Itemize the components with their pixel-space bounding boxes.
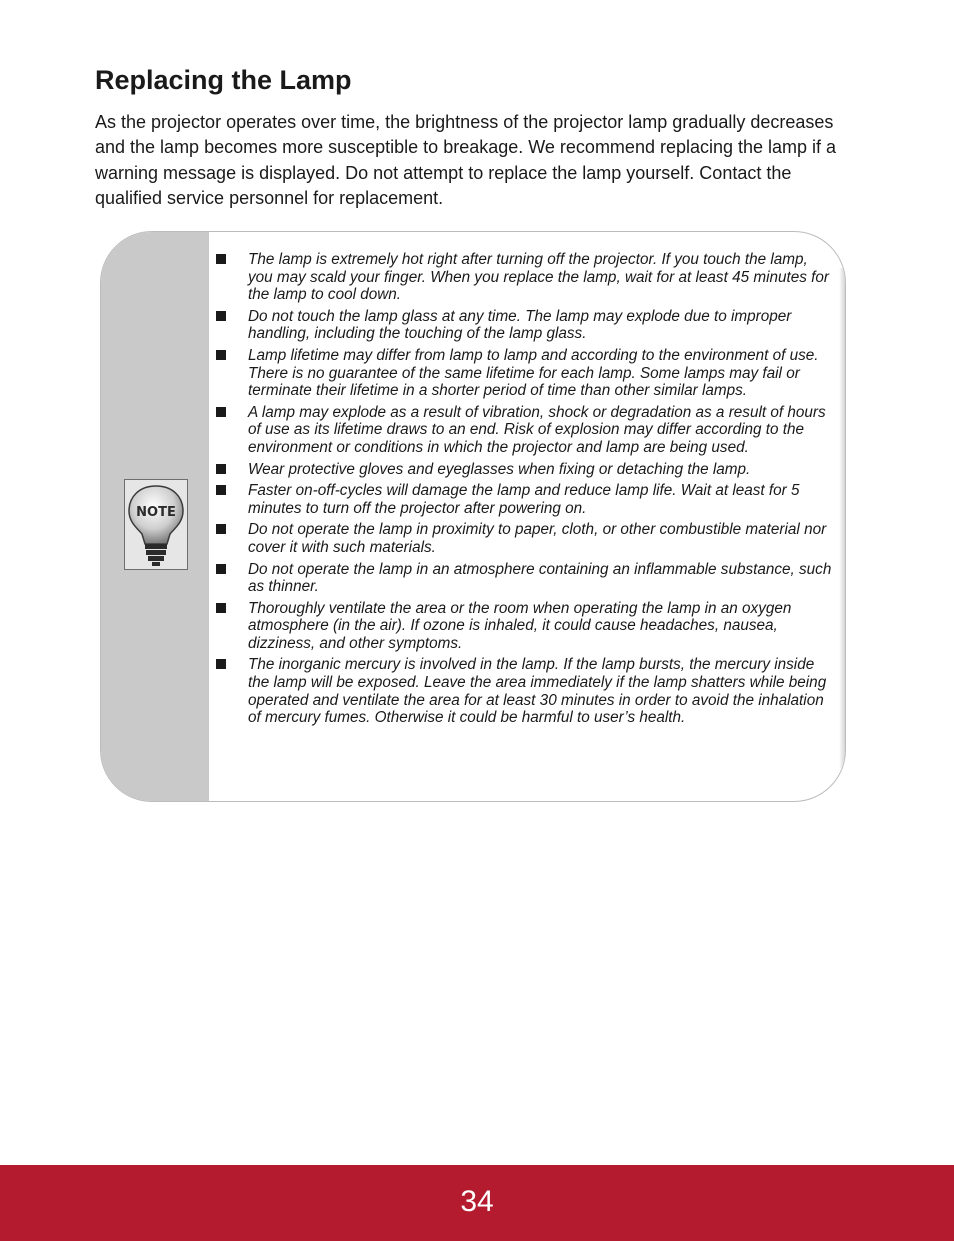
square-bullet-icon — [216, 464, 226, 474]
note-item-text: Wear protective gloves and eyeglasses when fixing or detaching the lamp. — [248, 460, 751, 478]
square-bullet-icon — [216, 407, 226, 417]
note-item-text: Thoroughly ventilate the area or the room when operating the lamp in an oxygen atmosphere (in the air). If ozone is inhaled, it could cause headaches, nausea, dizziness, and other symptoms. — [248, 599, 792, 652]
square-bullet-icon — [216, 564, 226, 574]
square-bullet-icon — [216, 485, 226, 495]
note-edge-shadow — [839, 268, 845, 768]
note-item — [214, 561, 836, 596]
note-item — [214, 308, 836, 343]
note-item — [214, 251, 836, 304]
page-number: 34 — [460, 1185, 494, 1218]
note-label: NOTE — [136, 505, 176, 520]
note-item-text: Do not touch the lamp glass at any time. The lamp may explode due to improper handling, including the touching of the lamp glass. — [248, 307, 792, 343]
square-bullet-icon — [216, 254, 226, 264]
note-item-text: A lamp may explode as a result of vibration, shock or degradation as a result of hours of use as its lifetime draws to an end. Risk of explosion may differ according to the environment or conditions in which the projector and lamp are being used. — [248, 403, 826, 456]
note-item-text: The inorganic mercury is involved in the lamp. If the lamp bursts, the mercury inside the lamp will be exposed. Leave the area immediately if the lamp shatters while being operated and ventilate the area for at least 30 minutes in order to avoid the inhalation of mercury fumes. Otherwise it could be harmful to user’s health. — [248, 656, 827, 727]
note-item-text: Lamp lifetime may differ from lamp to lamp and according to the environment of use. There is no guarantee of the same lifetime for each lamp. Some lamps may fail or terminate their lifetime in a shorter period of time than other similar lamps. — [248, 346, 819, 400]
square-bullet-icon — [216, 350, 226, 360]
note-item — [214, 656, 836, 726]
note-item-text: Do not operate the lamp in an atmosphere containing an inflammable substance, such as thinner. — [248, 560, 832, 596]
square-bullet-icon — [216, 659, 226, 669]
note-item-text: Do not operate the lamp in proximity to paper, cloth, or other combustible material nor cover it with such materials. — [248, 521, 827, 556]
square-bullet-icon — [216, 603, 226, 613]
square-bullet-icon — [216, 524, 226, 534]
intro-paragraph: As the projector operates over time, the brightness of the projector lamp gradually decreases and the lamp becomes more susceptible to breakage. We recommend replacing the lamp if a warning message is displayed. Do not attempt to replace the lamp yourself. Contact the qualified service personnel for replacement. — [95, 112, 837, 208]
note-item-text: The lamp is extremely hot right after turning off the projector. If you touch the lamp, you may scald your finger. When you replace the lamp, wait for at least 45 minutes for the lamp to cool down. — [248, 251, 829, 304]
page-title: Replacing the Lamp — [95, 65, 352, 95]
note-item — [214, 461, 836, 479]
note-box — [100, 231, 846, 802]
note-item — [214, 521, 836, 556]
note-item-text: Faster on-off-cycles will damage the lamp and reduce lamp life. Wait at least for 5 minutes to turn off the projector after powering on. — [248, 482, 800, 517]
note-item — [214, 482, 836, 517]
note-list — [214, 251, 836, 731]
note-item — [214, 600, 836, 653]
note-item — [214, 347, 836, 400]
square-bullet-icon — [216, 311, 226, 321]
page-footer — [0, 1165, 954, 1241]
note-item — [214, 404, 836, 457]
note-lightbulb-icon — [124, 479, 188, 570]
